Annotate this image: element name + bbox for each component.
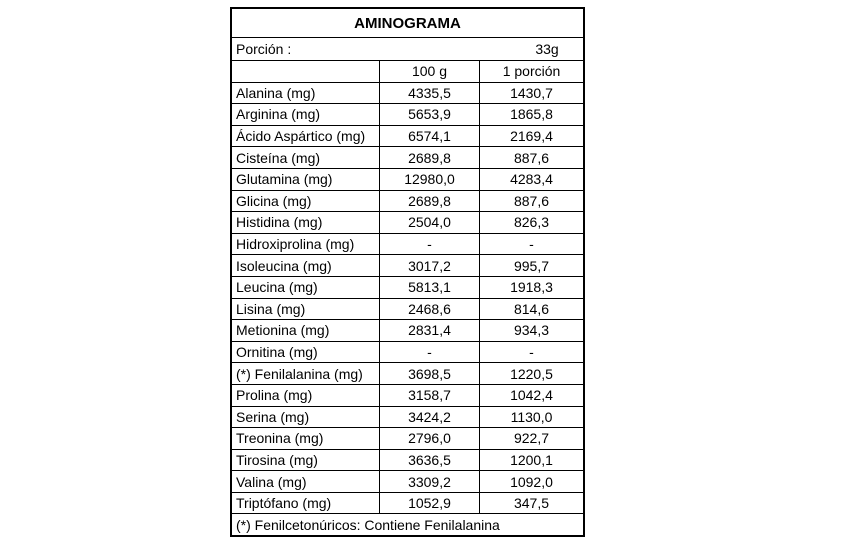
- value-portion: -: [529, 236, 534, 253]
- portion-value: 33g: [535, 41, 559, 57]
- amino-name: Serina (mg): [232, 407, 380, 428]
- amino-name: Lisina (mg): [232, 299, 380, 320]
- amino-name: Glicina (mg): [232, 191, 380, 212]
- value-100g: 1052,9: [380, 493, 480, 514]
- value-portion: 934,3: [513, 322, 550, 339]
- amino-name: Tirosina (mg): [232, 450, 380, 471]
- table-row: [232, 492, 583, 514]
- value-portion: 814,6: [513, 300, 550, 317]
- amino-name: Arginina (mg): [232, 104, 380, 125]
- value-100g: 6574,1: [380, 126, 480, 147]
- table-row: [232, 384, 583, 406]
- value-100g: 12980,0: [380, 169, 480, 190]
- amino-name: Valina (mg): [232, 471, 380, 492]
- amino-name: Alanina (mg): [232, 83, 380, 104]
- value-portion: 887,6: [513, 149, 550, 166]
- table-row: [232, 427, 583, 449]
- value-portion: 1220,5: [510, 365, 553, 382]
- value-100g: 2689,8: [380, 147, 480, 168]
- value-100g: 5813,1: [380, 277, 480, 298]
- portion-row: [232, 37, 583, 60]
- amino-name: Isoleucina (mg): [232, 255, 380, 276]
- table-row: [232, 168, 583, 190]
- amino-name: Leucina (mg): [232, 277, 380, 298]
- value-100g: 2796,0: [380, 428, 480, 449]
- value-100g: 2468,6: [380, 299, 480, 320]
- table-row: [232, 362, 583, 384]
- value-100g: 2504,0: [380, 212, 480, 233]
- table-row: [232, 406, 583, 428]
- value-100g: 3698,5: [380, 363, 480, 384]
- value-100g: 3636,5: [380, 450, 480, 471]
- table-row: [232, 254, 583, 276]
- value-100g: -: [380, 342, 480, 363]
- value-portion: 1092,0: [510, 473, 553, 490]
- table-row: [232, 233, 583, 255]
- table-title: AMINOGRAMA: [354, 14, 461, 32]
- column-header-name: [232, 61, 380, 82]
- value-100g: 3017,2: [380, 255, 480, 276]
- value-portion: 1042,4: [510, 387, 553, 404]
- column-header-100g: 100 g: [380, 61, 480, 82]
- value-portion: 995,7: [513, 257, 550, 274]
- value-portion: 1865,8: [510, 106, 553, 123]
- value-100g: 3424,2: [380, 407, 480, 428]
- value-portion: 887,6: [513, 192, 550, 209]
- amino-name: Ornitina (mg): [232, 342, 380, 363]
- value-portion: 1200,1: [510, 451, 553, 468]
- value-portion: -: [529, 344, 534, 361]
- value-100g: 3309,2: [380, 471, 480, 492]
- value-100g: 2831,4: [380, 320, 480, 341]
- value-100g: 3158,7: [380, 385, 480, 406]
- table-row: [232, 298, 583, 320]
- value-portion: 2169,4: [510, 128, 553, 145]
- amino-name: Prolina (mg): [232, 385, 380, 406]
- table-row: [232, 276, 583, 298]
- table-row: [232, 82, 583, 104]
- value-portion: 1130,0: [510, 408, 553, 425]
- table-row: [232, 125, 583, 147]
- table-row: [232, 190, 583, 212]
- amino-name: Cisteína (mg): [232, 147, 380, 168]
- table-row: [232, 103, 583, 125]
- value-portion: 347,5: [513, 495, 550, 512]
- column-header-row: [232, 60, 583, 82]
- amino-name: Triptófano (mg): [232, 493, 380, 514]
- amino-name: Treonina (mg): [232, 428, 380, 449]
- value-portion: 826,3: [513, 214, 550, 231]
- amino-name: (*) Fenilalanina (mg): [232, 363, 380, 384]
- value-100g: -: [380, 234, 480, 255]
- table-row: [232, 341, 583, 363]
- value-portion: 1918,3: [510, 279, 553, 296]
- portion-label: Porción :: [236, 41, 292, 57]
- value-100g: 4335,5: [380, 83, 480, 104]
- amino-name: Histidina (mg): [232, 212, 380, 233]
- value-100g: 5653,9: [380, 104, 480, 125]
- table-row: [232, 146, 583, 168]
- amino-name: Hidroxiprolina (mg): [232, 234, 380, 255]
- value-portion: 4283,4: [510, 171, 553, 188]
- footnote: (*) Fenilcetonúricos: Contiene Fenilalanina: [232, 513, 583, 535]
- table-row: [232, 449, 583, 471]
- amino-name: Glutamina (mg): [232, 169, 380, 190]
- value-portion: 922,7: [513, 430, 550, 447]
- aminogram-table: [230, 7, 585, 537]
- table-row: [232, 319, 583, 341]
- table-row: [232, 211, 583, 233]
- column-header-portion: 1 porción: [502, 63, 561, 80]
- table-row: [232, 470, 583, 492]
- amino-name: Metionina (mg): [232, 320, 380, 341]
- value-portion: 1430,7: [510, 84, 553, 101]
- amino-name: Ácido Aspártico (mg): [232, 126, 380, 147]
- value-100g: 2689,8: [380, 191, 480, 212]
